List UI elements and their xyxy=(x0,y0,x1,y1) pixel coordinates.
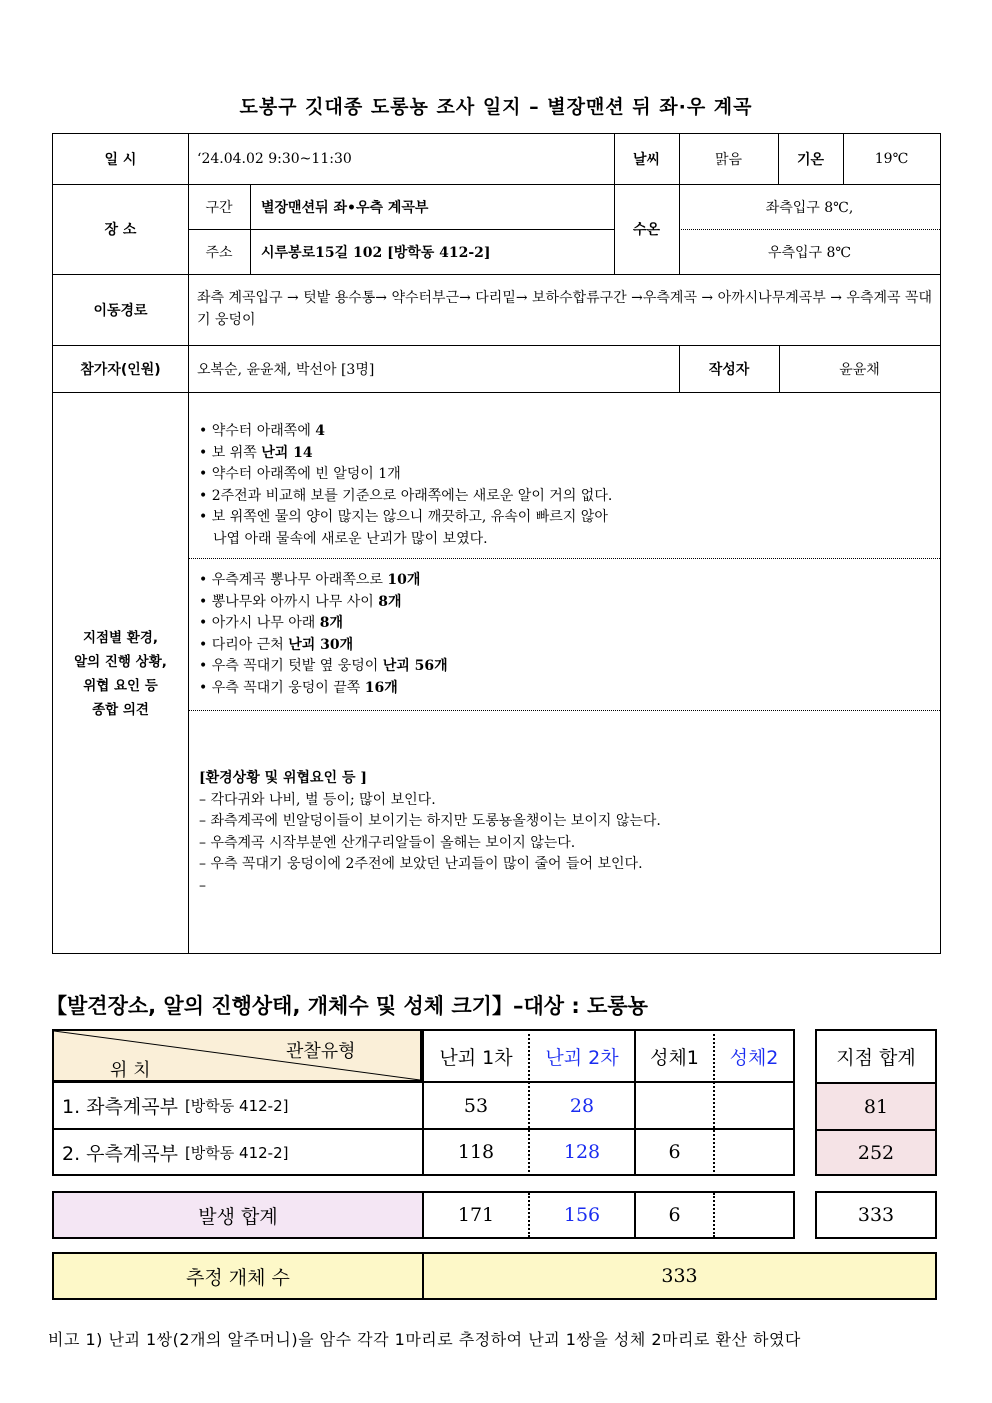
col-egg-1: 난괴 1차 xyxy=(439,1046,513,1069)
weather-label-cell: 날씨 xyxy=(632,152,661,168)
footnote: 비고 1) 난괴 1쌍(2개의 알주머니)을 암수 각각 1마리로 추정하여 난괴 1쌍을 성체 2마리로 환산 하였다 xyxy=(48,1330,801,1349)
corner-top-label: 관찰유형 xyxy=(286,1041,356,1062)
cell-value: 128 xyxy=(563,1141,601,1163)
sum-value: 156 xyxy=(563,1204,601,1226)
date-label-cell: 일 시 xyxy=(104,152,137,168)
list-item: • 아가시 나무 아래 8개 xyxy=(199,615,344,631)
count-table xyxy=(52,1029,795,1176)
table-row xyxy=(62,1083,288,1128)
list-item: • 약수터 아래쪽에 4 xyxy=(199,423,326,439)
list-item: – 우측 꼭대기 웅덩이에 2주전에 보았던 난괴들이 많이 줄어 들어 보인다. xyxy=(199,856,643,872)
right-stream-notes xyxy=(199,570,934,699)
opinion-label: 지점별 환경, 알의 진행 상황, 위협 요인 등 종합 의견 xyxy=(74,630,167,718)
sum-value xyxy=(715,1193,793,1237)
row-location: 2. 우측계곡부 xyxy=(62,1142,178,1165)
participants-label: 참가자(인원) xyxy=(80,361,161,378)
left-stream-notes xyxy=(199,421,934,550)
count-heading: 【발견장소, 알의 진행상태, 개체수 및 성체 크기】–대상 : 도롱뇽 xyxy=(46,994,648,1018)
temp-label-cell: 기온 xyxy=(796,152,825,168)
cell-value: 28 xyxy=(569,1094,595,1117)
list-item: – 좌측계곡에 빈알덩이들이 보이기는 하지만 도롱뇽올챙이는 보이지 않는다. xyxy=(199,813,661,829)
route-value: 좌측 계곡입구 → 텃밭 용수통→ 약수터부근→ 다리밑→ 보하수합류구간 →우측계곡 → 아까시나무계곡부 → 우측계곡 꼭대기 웅덩이 xyxy=(197,290,933,328)
section-value: 별장맨션뒤 좌•우측 계곡부 xyxy=(261,199,429,216)
environment-notes xyxy=(199,768,934,897)
address-label: 주소 xyxy=(205,244,233,261)
list-item: • 우측 꼭대기 웅덩이 끝쪽 16개 xyxy=(199,679,398,696)
list-item: • 약수터 아래쪽에 빈 알덩이 1개 xyxy=(199,466,401,482)
participants-value: 오복순, 윤윤채, 박선아 [3명] xyxy=(197,361,375,378)
table-row xyxy=(62,1130,288,1174)
corner-diagonal xyxy=(54,1031,420,1080)
estimate-label: 추정 개체 수 xyxy=(186,1266,290,1289)
corner-header xyxy=(52,1029,422,1082)
place-label: 장 소 xyxy=(104,222,137,238)
corner-bottom-label: 위 치 xyxy=(110,1060,151,1081)
list-item: • 보 위쪽엔 물의 양이 많지는 않으니 깨끗하고, 유속이 빠르지 않아 xyxy=(199,509,608,525)
list-item: • 우측 꼭대기 텃밭 옆 웅덩이 난괴 56개 xyxy=(199,658,448,674)
row-location: 1. 좌측계곡부 xyxy=(62,1096,178,1118)
row-address: [방학동 412-2] xyxy=(184,1143,289,1162)
list-item: • 보 위쪽 난괴 14 xyxy=(199,444,313,461)
list-item: – 각다귀와 나비, 벌 등이; 많이 보인다. xyxy=(199,791,436,808)
estimate-row xyxy=(52,1252,937,1300)
water-temp-left: 좌측입구 8℃, xyxy=(765,199,854,216)
sum-row xyxy=(52,1191,795,1239)
sum-label: 발생 합계 xyxy=(54,1193,422,1237)
list-item: • 2주전과 비교해 보를 기준으로 아래쪽에는 새로운 알이 거의 없다. xyxy=(199,487,613,504)
weather-value-cell: 맑음 xyxy=(714,152,743,168)
col-adult-2: 성체2 xyxy=(729,1046,779,1069)
row-address: [방학동 412-2] xyxy=(184,1097,289,1115)
estimate-value: 333 xyxy=(661,1265,698,1287)
sum-total-box xyxy=(815,1191,937,1239)
writer-label: 작성자 xyxy=(708,361,750,378)
env-title: [환경상황 및 위협요인 등 ] xyxy=(199,770,367,786)
water-temp-label: 수온 xyxy=(632,222,661,238)
list-item: – xyxy=(199,877,206,894)
site-total-value: 252 xyxy=(817,1131,935,1174)
cell-value: 53 xyxy=(463,1094,489,1117)
date-value-cell: ‘24.04.02 9:30~11:30 xyxy=(197,151,352,167)
water-temp-right: 우측입구 8℃ xyxy=(767,244,852,261)
address-value: 시루봉로15길 102 [방학동 412-2] xyxy=(261,244,491,261)
log-grid xyxy=(52,133,941,954)
site-total-value: 81 xyxy=(817,1084,935,1129)
cell-value: 118 xyxy=(457,1141,495,1163)
list-item: • 다리아 근처 난괴 30개 xyxy=(199,636,354,653)
cell-value xyxy=(636,1083,713,1128)
list-item: – 우측계곡 시작부분엔 산개구리알들이 올해는 보이지 않는다. xyxy=(199,834,576,851)
list-item: • 우측계곡 뽕나무 아래쪽으로 10개 xyxy=(199,572,421,588)
sum-value: 6 xyxy=(668,1204,681,1226)
document-title: 도봉구 깃대종 도롱뇽 조사 일지 – 별장맨션 뒤 좌·우 계곡 xyxy=(239,96,753,118)
list-item: • 뽕나무와 아까시 나무 사이 8개 xyxy=(199,593,402,610)
site-total-header: 지점 합계 xyxy=(836,1047,916,1069)
cell-value xyxy=(715,1130,793,1174)
sum-total-value: 333 xyxy=(857,1204,895,1226)
list-item-continued: 나엽 아래 물속에 새로운 난괴가 많이 보였다. xyxy=(213,530,488,547)
sum-value: 171 xyxy=(457,1204,495,1226)
site-total-table xyxy=(815,1029,937,1176)
route-label: 이동경로 xyxy=(93,302,148,319)
cell-value xyxy=(715,1083,793,1128)
col-egg-2: 난괴 2차 xyxy=(545,1046,619,1069)
cell-value: 6 xyxy=(668,1141,681,1163)
temp-value-cell: 19℃ xyxy=(874,151,909,167)
writer-value: 윤윤채 xyxy=(839,361,880,378)
col-adult-1: 성체1 xyxy=(650,1046,699,1069)
section-label: 구간 xyxy=(205,199,233,216)
